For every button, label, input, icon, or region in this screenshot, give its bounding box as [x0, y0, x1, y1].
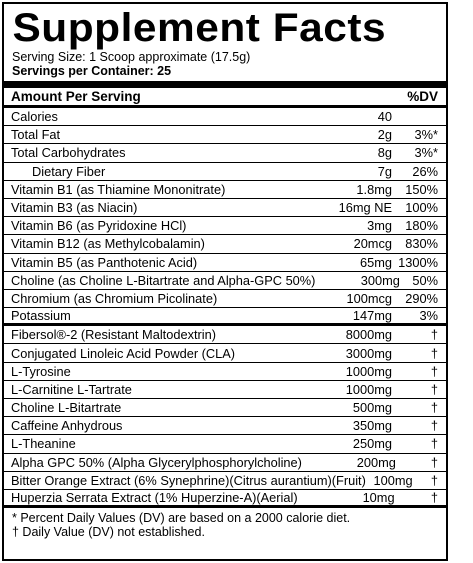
- ingredient-dv: †: [430, 327, 438, 343]
- table-row: [4, 399, 446, 417]
- ingredient-dv: †: [430, 381, 438, 397]
- nutrient-name: Choline (as Choline L-Bitartrate and Alpha-GPC 50%): [11, 272, 316, 288]
- table-row: [4, 254, 446, 272]
- ingredient-name: Choline L-Bitartrate: [11, 400, 122, 416]
- nutrient-name: Calories: [11, 109, 58, 125]
- table-row: [4, 126, 446, 144]
- nutrient-dv: 830%: [405, 236, 438, 252]
- nutrient-amount: 3mg: [367, 218, 392, 234]
- ingredient-name: Bitter Orange Extract (6% Synephrine)(Citrus aurantium)(Fruit): [11, 472, 366, 488]
- nutrient-name: Vitamin B6 (as Pyridoxine HCl): [11, 218, 187, 234]
- nutrient-dv: 26%: [412, 163, 438, 179]
- nutrient-name: Chromium (as Chromium Picolinate): [11, 290, 218, 306]
- serving-size: Serving Size: 1 Scoop approximate (17.5g): [12, 50, 251, 64]
- header-amount-per-serving: Amount Per Serving: [11, 89, 141, 104]
- ingredient-name: Alpha GPC 50% (Alpha Glycerylphosphorylcholine): [11, 454, 302, 470]
- table-row: [4, 326, 446, 344]
- table-row: [4, 163, 446, 181]
- panel-title: Supplement Facts: [12, 6, 387, 50]
- table-row: [4, 363, 446, 381]
- nutrient-name: Total Fat: [11, 127, 61, 143]
- servings-per-container: Servings per Container: 25: [12, 64, 172, 78]
- footnotes: [4, 508, 446, 539]
- nutrient-table: [4, 108, 446, 326]
- table-row: [4, 199, 446, 217]
- ingredient-amount: 10mg: [362, 490, 395, 506]
- ingredient-dv: †: [430, 400, 438, 416]
- ingredient-amount: 250mg: [352, 436, 392, 452]
- thick-divider: [4, 81, 446, 88]
- nutrient-dv: 180%: [405, 218, 438, 234]
- nutrient-name: Vitamin B12 (as Methylcobalamin): [11, 236, 205, 252]
- nutrient-amount: 147mg: [352, 308, 392, 324]
- table-row: [4, 490, 446, 508]
- table-row: [4, 235, 446, 253]
- ingredient-name: L-Tyrosine: [11, 363, 71, 379]
- nutrient-name: Vitamin B3 (as Niacin): [11, 200, 138, 216]
- table-row: [4, 472, 446, 490]
- nutrient-name: Potassium: [11, 308, 71, 324]
- table-row: [4, 181, 446, 199]
- ingredient-dv: †: [430, 454, 438, 470]
- ingredient-amount: 350mg: [352, 418, 392, 434]
- table-row: [4, 344, 446, 362]
- ingredient-amount: 1000mg: [345, 381, 392, 397]
- table-row: [4, 417, 446, 435]
- ingredient-amount: 100mg: [373, 472, 413, 488]
- nutrient-name: Total Carbohydrates: [11, 145, 126, 161]
- ingredient-name: Huperzia Serrata Extract (1% Huperzine-A)(Aerial): [11, 490, 298, 506]
- nutrient-amount: 100mcg: [346, 290, 392, 306]
- nutrient-dv: 1300%: [398, 254, 438, 270]
- ingredient-amount: 1000mg: [345, 363, 392, 379]
- nutrient-dv: 3%: [419, 308, 438, 324]
- table-row: [4, 290, 446, 308]
- nutrient-amount: 16mg NE: [338, 200, 392, 216]
- nutrient-amount: 65mg: [359, 254, 392, 270]
- nutrient-amount: 40: [377, 109, 392, 125]
- ingredient-amount: 200mg: [356, 454, 396, 470]
- nutrient-dv: 3%*: [414, 145, 438, 161]
- ingredient-dv: †: [430, 363, 438, 379]
- table-row: [4, 308, 446, 326]
- nutrient-amount: 1.8mg: [356, 181, 392, 197]
- nutrient-dv: 3%*: [414, 127, 438, 143]
- nutrient-amount: 7g: [377, 163, 392, 179]
- ingredient-dv: †: [430, 418, 438, 434]
- nutrient-dv: 150%: [405, 181, 438, 197]
- nutrient-dv: 100%: [405, 200, 438, 216]
- supplement-facts-panel: [2, 2, 448, 561]
- ingredient-name: Caffeine Anhydrous: [11, 418, 123, 434]
- footnote-dv-not-established: † Daily Value (DV) not established.: [12, 525, 205, 540]
- table-row: [4, 454, 446, 472]
- ingredient-name: L-Theanine: [11, 436, 76, 452]
- nutrient-name: Vitamin B1 (as Thiamine Mononitrate): [11, 181, 226, 197]
- header-dv: %DV: [407, 89, 438, 104]
- ingredient-amount: 500mg: [352, 400, 392, 416]
- table-row: [4, 108, 446, 126]
- nutrient-amount: 20mcg: [353, 236, 392, 252]
- ingredient-amount: 8000mg: [345, 327, 392, 343]
- footnote-dv-basis: * Percent Daily Values (DV) are based on a 2000 calorie diet.: [12, 511, 351, 526]
- ingredient-dv: †: [430, 490, 438, 506]
- nutrient-dv: 290%: [405, 290, 438, 306]
- ingredient-amount: 3000mg: [345, 345, 392, 361]
- ingredient-name: Fibersol®-2 (Resistant Maltodextrin): [11, 327, 217, 343]
- ingredient-dv: †: [430, 436, 438, 452]
- ingredient-name: L-Carnitine L-Tartrate: [11, 381, 132, 397]
- table-row: [4, 144, 446, 162]
- ingredient-dv: †: [430, 345, 438, 361]
- ingredient-name: Conjugated Linoleic Acid Powder (CLA): [11, 345, 236, 361]
- nutrient-name: Vitamin B5 (as Panthotenic Acid): [11, 254, 198, 270]
- table-header: [4, 88, 446, 108]
- nutrient-name: Dietary Fiber: [32, 163, 106, 179]
- table-row: [4, 381, 446, 399]
- nutrient-dv: 50%: [412, 272, 438, 288]
- nutrient-amount: 300mg: [360, 272, 400, 288]
- ingredient-dv: †: [430, 472, 438, 488]
- table-row: [4, 217, 446, 235]
- nutrient-amount: 2g: [377, 127, 392, 143]
- nutrient-amount: 8g: [377, 145, 392, 161]
- blend-table: [4, 326, 446, 508]
- table-row: [4, 435, 446, 453]
- table-row: [4, 272, 446, 290]
